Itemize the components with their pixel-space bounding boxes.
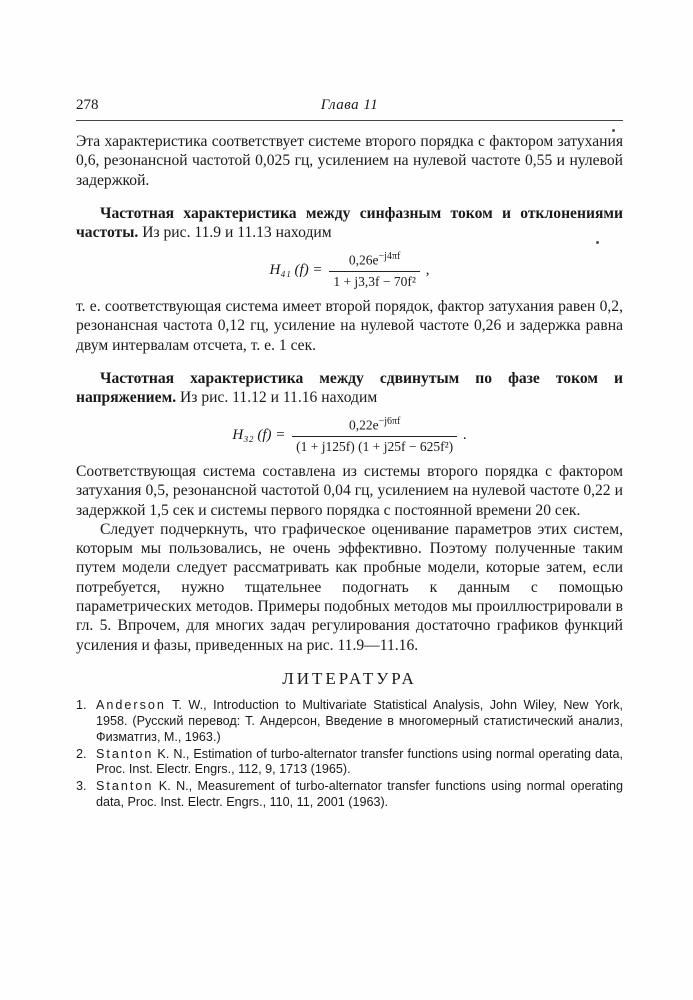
paragraph-2: т. е. соответствующая система имеет второй порядок, фактор затухания равен 0,2, резонансная частота 0,12 гц, усиление на нулевой частоте 0,26 и задержка равна двум интервалам отсчета, т. е. 1 сек. [76, 297, 623, 354]
section-text-1: Из рис. 11.9 и 11.13 находим [138, 224, 332, 242]
formula-2-lhs: H₃₂ (f) = [232, 426, 286, 443]
reference-author: Stanton [96, 746, 154, 761]
page-header [76, 96, 623, 116]
formula-2-numerator: $0,22e^{-j6\pi f}$ [292, 413, 457, 437]
formula-2-exponent: −j6πf [378, 416, 401, 428]
section-frequency-response-2 [76, 369, 623, 408]
reference-item [76, 698, 623, 745]
book-page [76, 96, 623, 812]
section-text-2: Из рис. 11.12 и 11.16 находим [176, 389, 378, 407]
reference-number: 1. [76, 698, 87, 713]
formula-2-denominator: (1 + j125f) (1 + j25f − 625f²) [296, 438, 454, 454]
print-speck [596, 241, 599, 244]
literature-title: ЛИТЕРАТУРА [282, 668, 417, 688]
reference-item [76, 747, 623, 779]
formula-1-exponent: −j4πf [378, 251, 401, 263]
formula-2-punct: . [462, 426, 467, 443]
formula-1-lhs: H₄₁ (f) = [269, 261, 323, 278]
formula-1-punct: , [425, 261, 430, 278]
formula-h41 [76, 248, 623, 291]
reference-item [76, 779, 623, 811]
formula-h32 [76, 413, 623, 456]
page-number: 278 [76, 97, 99, 113]
reference-text: K. N., Estimation of turbo-alternator transfer functions using normal operating data, Proc. Inst. Electr. Engrs., 112, 9, 1713 (1965). [96, 746, 623, 777]
reference-list [76, 698, 623, 811]
reference-number: 2. [76, 746, 87, 761]
paragraph-4: Следует подчеркнуть, что графическое оценивание параметров этих систем, которым мы пользовались, не очень эффективно. Поэтому полученные таким путем модели следует рассматривать как пробные модели, которые затем, если потребуется, нужно тщательнее подогнать к данным с помощью параметрических методов. Примеры подобных методов мы проиллюстрировали в гл. 5. Впрочем, для многих задач регулирования достаточно графиков функций усиления и фазы, приведенных на рис. 11.9—11.16. [76, 520, 623, 654]
section-heading-1: Частотная характеристика между синфазным током и отклонениями частоты. [76, 204, 623, 242]
running-title: Глава 11 [320, 97, 379, 113]
reference-author: Stanton [96, 779, 154, 794]
formula-2-fraction [292, 413, 457, 456]
paragraph-3: Соответствующая система составлена из системы второго порядка с фактором затухания 0,5, резонансной частотой 0,04 гц, усилением на нулевой частоте 0,22 и задержкой 1,5 сек и системы первого порядка с постоянной времени 20 сек. [76, 462, 623, 519]
formula-1-numerator: $0,26e^{-j4\pi f}$ [329, 248, 420, 272]
paragraph-1: Эта характеристика соответствует системе второго порядка с фактором затухания 0,6, резонансной частотой 0,025 гц, усилением на нулевой частоте 0,55 и нулевой задержкой. [76, 133, 623, 189]
header-rule [76, 120, 623, 121]
formula-1-denominator: 1 + j3,3f − 70f² [333, 273, 416, 289]
reference-number: 3. [76, 779, 87, 794]
section-frequency-response-1 [76, 204, 623, 243]
reference-text: T. W., Introduction to Multivariate Statistical Analysis, John Wiley, New York, 1958. (Русский перевод: Т. Андерсон, Введение в многомерный статистический анализ, Физматгиз, М., 1963.) [96, 698, 623, 744]
reference-author: Anderson [96, 698, 166, 713]
reference-text: K. N., Measurement of turbo-alternator transfer functions using normal operating data, Proc. Inst. Electr. Engrs., 110, 11, 2001 (1963). [96, 779, 623, 810]
section-heading-2: Частотная характеристика между сдвинутым по фазе током и напряжением. [76, 369, 623, 407]
formula-1-fraction [329, 248, 420, 291]
print-speck [612, 129, 615, 132]
